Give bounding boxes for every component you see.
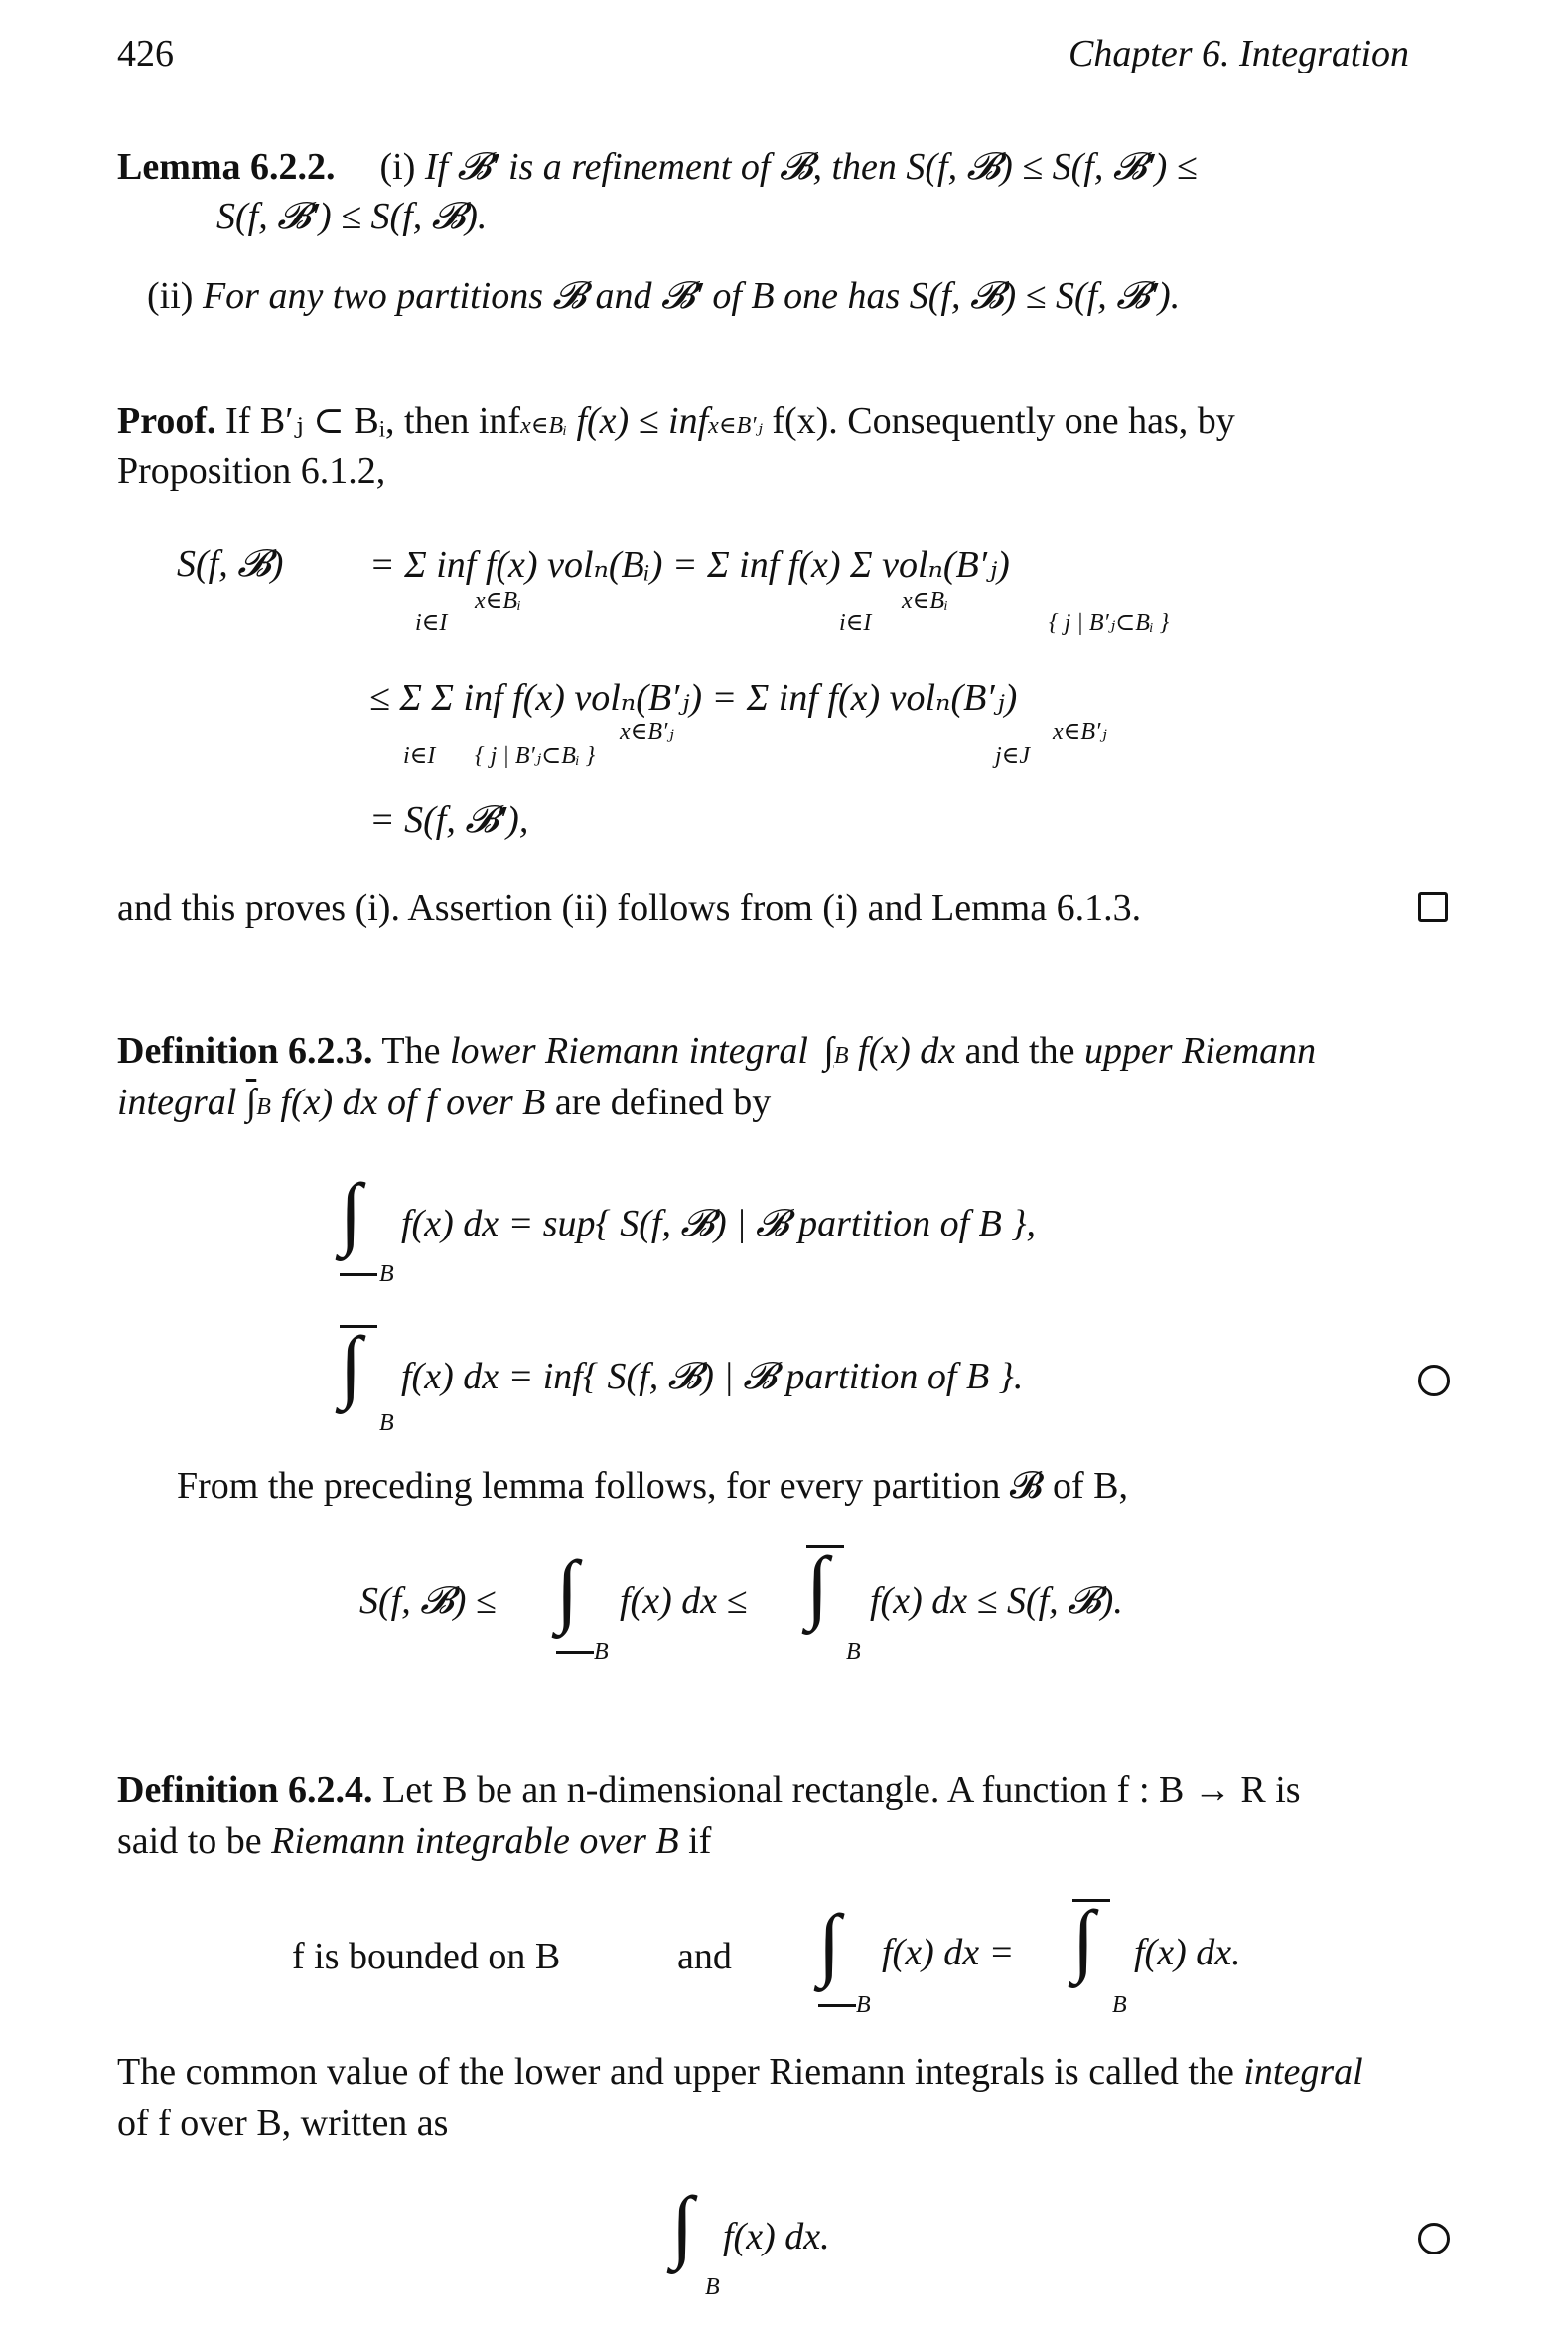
final-integral-icon: ∫ — [671, 2180, 694, 2270]
lemma-part-i-line-2: S(f, 𝓑′) ≤ S(f, 𝓑). — [216, 196, 488, 237]
lower-integral-sign-icon: ∫ — [340, 1167, 362, 1257]
chapter-title: Chapter 6. Integration — [1069, 33, 1410, 74]
lemma-label: Lemma 6.2.2. — [117, 146, 336, 188]
def624-riemann-integrable: Riemann integrable over B — [271, 1820, 679, 1862]
def623-eq-lower: f(x) dx = sup{ S(f, 𝓑) | 𝓑 partition of B }, — [401, 1203, 1037, 1244]
def623-line2-c: are defined by — [554, 1082, 772, 1123]
def624-eq-lhs: f(x) dx = — [882, 1932, 1015, 1973]
def623-line-1: Definition 6.2.3. The lower Riemann integral ∫B f(x) dx and the upper Riemann — [117, 1030, 1317, 1072]
proof-closing: and this proves (i). Assertion (ii) follows from (i) and Lemma 6.1.3. — [117, 887, 1142, 929]
def624-line-2 — [117, 1816, 711, 1867]
proof-line-1 — [117, 395, 1235, 452]
def624-integral-word: integral — [1243, 2051, 1363, 2093]
def624-common-line-2: of f over B, written as — [117, 2103, 449, 2144]
page-number: 426 — [117, 33, 174, 74]
lemma-line-1 — [117, 141, 1198, 193]
def623-upper-riemann: upper Riemann — [1083, 1030, 1317, 1072]
chain-lower-B: B — [594, 1639, 609, 1665]
def623-follows: From the preceding lemma follows, for every partition 𝓑 of B, — [177, 1465, 1128, 1507]
upper-integral-B: B — [379, 1410, 394, 1436]
proof-label: Proof. — [117, 400, 216, 442]
def623-eq-upper: f(x) dx = inf{ S(f, 𝓑) | 𝓑 partition of B }. — [401, 1356, 1024, 1397]
proof-line1-mid: f(x) ≤ inf — [576, 400, 709, 442]
eq1-sub-j-set-2: { j | B′ⱼ⊂Bᵢ } — [475, 743, 596, 769]
def624-cond-bounded: f is bounded on B — [292, 1936, 561, 1977]
chain-upper-B: B — [846, 1639, 861, 1665]
end-of-definition-circle-icon — [1418, 1365, 1450, 1396]
eq1-row-2: ≤ Σ Σ inf f(x) volₙ(B′ⱼ) = Σ inf f(x) volₙ(B′ⱼ) — [369, 677, 1018, 719]
def623-line1-B: B — [833, 1043, 849, 1069]
eq1-sub-j-set-1: { j | B′ⱼ⊂Bᵢ } — [1049, 610, 1170, 636]
def623-line-2: integral ∫B f(x) dx of f over B are defined by — [117, 1082, 772, 1123]
def624-upper-integral-icon: ∫ — [1072, 1894, 1095, 1984]
def624-lower-integral-icon: ∫ — [818, 1898, 841, 1988]
lower-integral-B: B — [379, 1261, 394, 1287]
def623-line1-d: and the — [964, 1030, 1075, 1072]
def623-line2-b: f(x) dx of f over B — [280, 1082, 546, 1123]
def624-common-line-1 — [117, 2046, 1363, 2098]
chain-mid: f(x) dx ≤ — [620, 1580, 748, 1622]
def624-line1-text: Let B be an n-dimensional rectangle. A function f : B → R is — [382, 1769, 1301, 1811]
chain-rhs: f(x) dx ≤ S(f, 𝓑). — [870, 1580, 1123, 1622]
lemma-part-ii-num: (ii) — [147, 275, 194, 317]
end-of-definition-circle-icon-2 — [1418, 2223, 1450, 2254]
chain-upper-integral-icon: ∫ — [806, 1540, 829, 1631]
lemma-part-ii-text: For any two partitions 𝓑 and 𝓑′ of B one has S(f, 𝓑) ≤ S(f, 𝓑′). — [202, 275, 1181, 317]
final-integral-B: B — [705, 2274, 720, 2300]
def624-line2-c: if — [688, 1820, 712, 1862]
lemma-part-i-text: If 𝓑′ is a refinement of 𝓑, then S(f, 𝓑) ≤ S(f, 𝓑′) ≤ — [424, 146, 1198, 188]
eq1-sub-x-in-Bj-2: x∈B′ⱼ — [1053, 719, 1107, 745]
def624-eq-rhs: f(x) dx. — [1134, 1932, 1241, 1973]
lemma-part-i-num: (i) — [379, 146, 416, 188]
def624-line2-a: said to be — [117, 1820, 262, 1862]
eq1-sub-x-in-Bi-2: x∈Bᵢ — [902, 588, 948, 614]
def623-lower-riemann-integral: lower Riemann integral — [449, 1030, 808, 1072]
eq1-sub-i-in-I-3: i∈I — [403, 743, 436, 769]
eq1-lhs: S(f, 𝓑) — [177, 543, 284, 585]
lemma-part-ii — [147, 270, 1180, 322]
def624-lower-B: B — [856, 1992, 871, 2018]
def624-upper-B: B — [1112, 1992, 1127, 2018]
chain-lower-integral-icon: ∫ — [556, 1544, 579, 1635]
proof-line1-sub1: x∈Bᵢ — [520, 413, 567, 439]
def623-line1-c: f(x) dx — [858, 1030, 956, 1072]
chain-lhs: S(f, 𝓑) ≤ — [359, 1580, 497, 1622]
eq1-sub-i-in-I-1: i∈I — [415, 610, 448, 636]
proof-line-2: Proposition 6.1.2, — [117, 450, 386, 492]
def624-label: Definition 6.2.4. — [117, 1769, 373, 1811]
proof-line1-pre: If B′ⱼ ⊂ Bᵢ, then inf — [225, 400, 521, 442]
qed-box-icon — [1418, 892, 1448, 922]
def624-final: f(x) dx. — [723, 2216, 830, 2257]
def623-line2-B: B — [256, 1094, 271, 1120]
eq1-row-3: = S(f, 𝓑′), — [369, 800, 529, 841]
eq1-sub-i-in-I-2: i∈I — [839, 610, 872, 636]
proof-line1-post: f(x). Consequently one has, by — [772, 400, 1235, 442]
eq1-sub-j-in-J: j∈J — [995, 743, 1031, 769]
chain-lower-bar — [556, 1651, 594, 1654]
eq1-row-1: = Σ inf f(x) volₙ(Bᵢ) = Σ inf f(x) Σ volₙ(B′ⱼ) — [369, 544, 1010, 586]
def624-lower-bar — [818, 2004, 856, 2007]
def623-label: Definition 6.2.3. — [117, 1030, 373, 1072]
proof-line1-sub2: x∈B′ⱼ — [708, 413, 763, 439]
def623-line2-a: integral — [117, 1082, 237, 1123]
def624-common-text: The common value of the lower and upper Riemann integrals is called the — [117, 2051, 1234, 2093]
def624-and: and — [677, 1936, 732, 1977]
eq1-sub-x-in-Bj-1: x∈B′ⱼ — [620, 719, 674, 745]
lower-integral-bar — [340, 1273, 377, 1276]
def624-line-1 — [117, 1764, 1301, 1816]
eq1-sub-x-in-Bi-1: x∈Bᵢ — [475, 588, 521, 614]
upper-integral-sign-icon: ∫ — [340, 1320, 362, 1410]
def623-line1-a: The — [381, 1030, 441, 1072]
